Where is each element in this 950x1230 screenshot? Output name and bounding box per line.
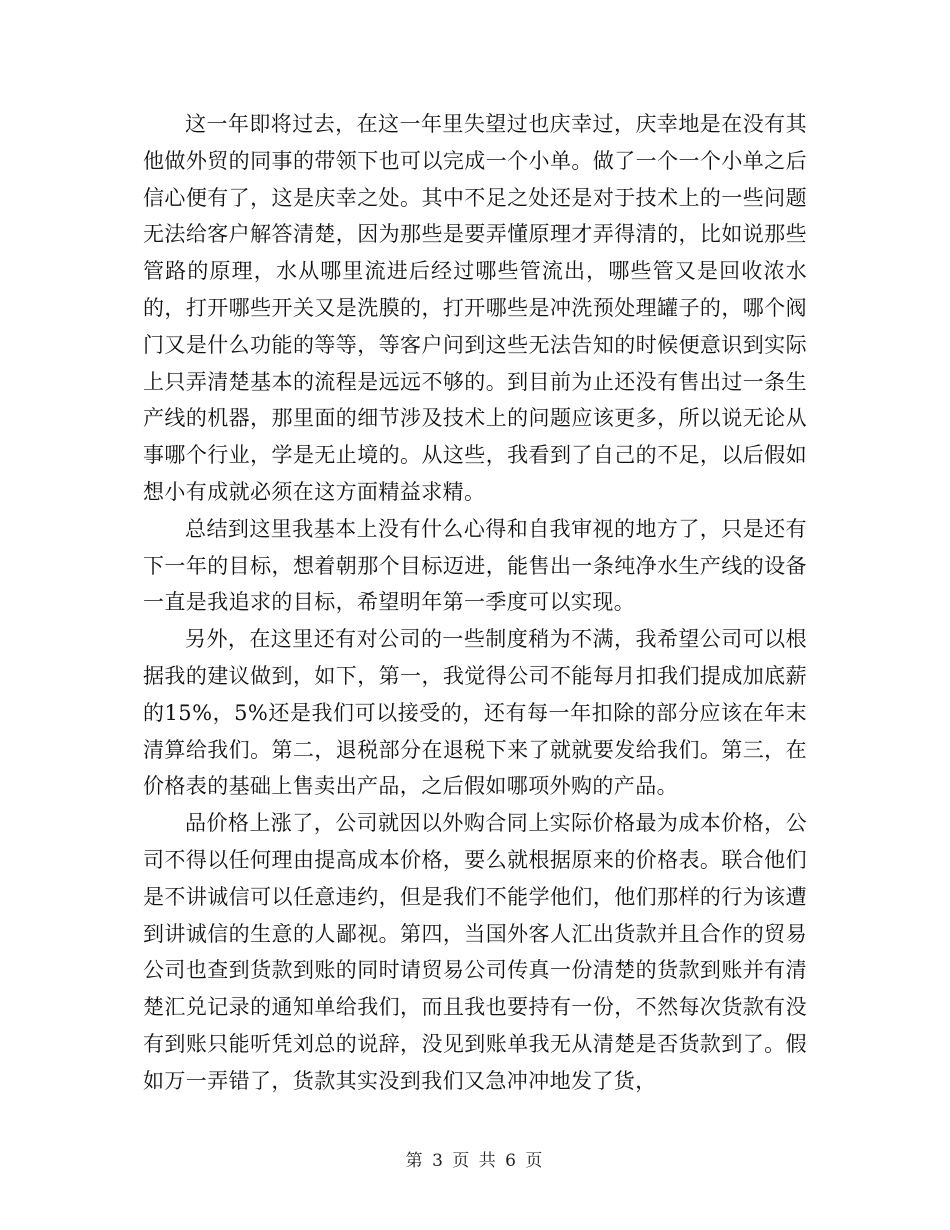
- paragraph-4: 品价格上涨了，公司就因以外购合同上实际价格最为成本价格，公司不得以任何理由提高成本价格，要么就根据原来的价格表。联合他们是不讲诚信可以任意违约，但是我们不能学他们，他们那样的行为该遭到讲诚信的生意的人鄙视。第四，当国外客人汇出货款并且合作的贸易公司也查到货款到账的同时请贸易公司传真一份清楚的货款到账并有清楚汇兑记录的通知单给我们，而且我也要持有一份，不然每次货款有没有到账只能听凭刘总的说辞，没见到账单我无从清楚是否货款到了。假如万一弄错了，货款其实没到我们又急冲冲地发了货，: [143, 811, 807, 1093]
- paragraph-3: 另外，在这里还有对公司的一些制度稍为不满，我希望公司可以根据我的建议做到，如下，第一，我觉得公司不能每月扣我们提成加底薪的15%，5%还是我们可以接受的，还有每一年扣除的部分应该在年末清算给我们。第二，退税部分在退税下来了就就要发给我们。第三，在价格表的基础上售卖出产品，之后假如哪项外购的产品。: [143, 627, 807, 799]
- body-text: [143, 106, 807, 1100]
- paragraph-2: 总结到这里我基本上没有什么心得和自我审视的地方了，只是还有下一年的目标，想着朝那个目标迈进，能售出一条纯净水生产线的设备一直是我追求的目标，希望明年第一季度可以实现。: [143, 516, 807, 615]
- paragraph-1: 这一年即将过去，在这一年里失望过也庆幸过，庆幸地是在没有其他做外贸的同事的带领下也可以完成一个小单。做了一个一个小单之后信心便有了，这是庆幸之处。其中不足之处还是对于技术上的一些问题无法给客户解答清楚，因为那些是要弄懂原理才弄得清的，比如说那些管路的原理，水从哪里流进后经过哪些管流出，哪些管又是回收浓水的，打开哪些开关又是洗膜的，打开哪些是冲洗预处理罐子的，哪个阀门又是什么功能的等等，等客户问到这些无法告知的时候便意识到实际上只弄清楚基本的流程是远远不够的。到目前为止还没有售出过一条生产线的机器，那里面的细节涉及技术上的问题应该更多，所以说无论从事哪个行业，学是无止境的。从这些，我看到了自己的不足，以后假如想小有成就必须在这方面精益求精。: [143, 112, 807, 504]
- page-footer: 第 3 页 共 6 页: [405, 1151, 545, 1171]
